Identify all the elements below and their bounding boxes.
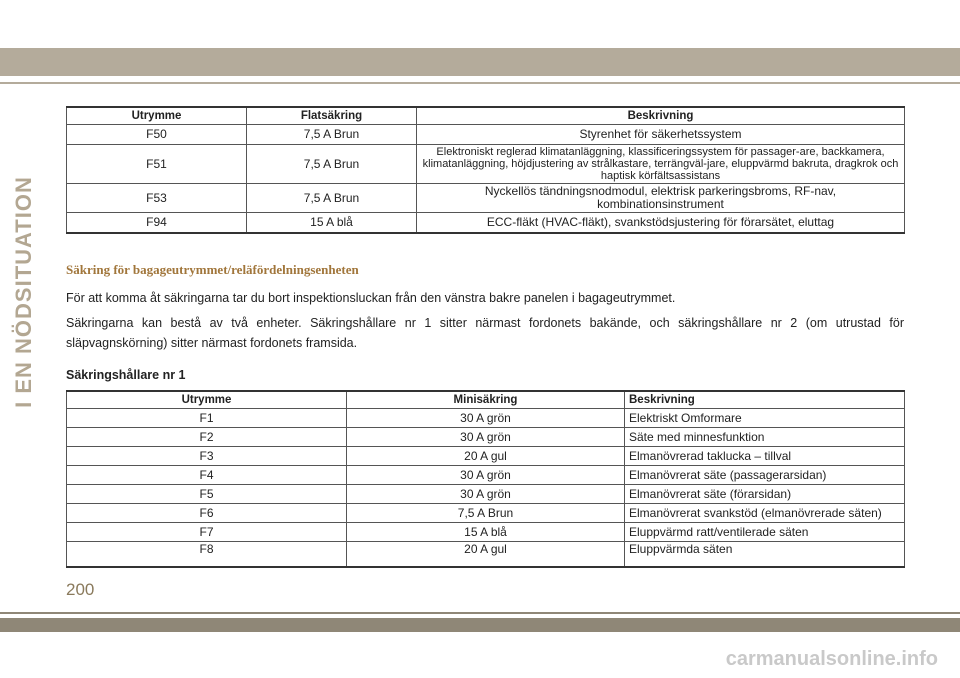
cavity-cell: F2 — [67, 428, 347, 447]
header-band — [0, 48, 960, 76]
table-row — [67, 504, 905, 523]
fuse-cell: 7,5 A Brun — [247, 125, 417, 145]
fuse-cell: 7,5 A Brun — [347, 504, 625, 523]
fuse-table-1 — [66, 106, 905, 234]
fuse-cell: 7,5 A Brun — [247, 184, 417, 213]
description-cell: Eluppvärmd ratt/ventilerade säten — [625, 523, 905, 542]
description-cell: Elmanövrerat säte (passagerarsidan) — [625, 466, 905, 485]
cavity-cell: F3 — [67, 447, 347, 466]
description-cell: Elmanövrerat säte (förarsidan) — [625, 485, 905, 504]
cavity-cell: F94 — [67, 213, 247, 234]
fuse-cell: 30 A grön — [347, 485, 625, 504]
cavity-cell: F4 — [67, 466, 347, 485]
cavity-cell: F7 — [67, 523, 347, 542]
fuse-cell: 15 A blå — [347, 523, 625, 542]
table-row — [67, 447, 905, 466]
cavity-cell: F53 — [67, 184, 247, 213]
chapter-side-label-text: I EN NÖDSITUATION — [11, 176, 36, 408]
paragraph-units: Säkringarna kan bestå av två enheter. Säkringshållare nr 1 sitter närmast fordonets bakände, och säkringshållare nr 2 (om utrustad för släpvagnskörning) sitter närmast fordonets framsida. — [66, 316, 904, 350]
table-header-row — [67, 107, 905, 125]
footer-band — [0, 618, 960, 632]
fuse-cell: 30 A grön — [347, 428, 625, 447]
watermark: carmanualsonline.info — [725, 648, 938, 670]
table-row — [67, 523, 905, 542]
column-header: Beskrivning — [625, 391, 905, 409]
description-cell: Nyckellös tändningsnodmodul, elektrisk parkeringsbroms, RF-nav, kombinationsinstrument — [417, 184, 905, 213]
description-cell: Elektroniskt reglerad klimatanläggning, klassificeringssystem för passager-are, backkamera, klimatanläggning, höjdjustering av strålkastare, terrängväl-jare, eluppvärmd bakruta, dragkrok och haptisk körfältsassistans — [417, 145, 905, 184]
header-rule — [0, 82, 960, 84]
table-row — [67, 466, 905, 485]
table-row — [67, 184, 905, 213]
footer-rule — [0, 612, 960, 614]
table-row — [67, 125, 905, 145]
fuse-cell: 30 A grön — [347, 409, 625, 428]
fuse-cell: 20 A gul — [347, 447, 625, 466]
cavity-cell: F5 — [67, 485, 347, 504]
table-row — [67, 542, 905, 568]
table-row — [67, 485, 905, 504]
table-row — [67, 145, 905, 184]
fuse-cell: 30 A grön — [347, 466, 625, 485]
description-cell: Säte med minnesfunktion — [625, 428, 905, 447]
cavity-cell: F8 — [67, 542, 347, 568]
description-cell: Elmanövrerad taklucka – tillval — [625, 447, 905, 466]
column-header: Utrymme — [67, 391, 347, 409]
fuse-cell: 15 A blå — [247, 213, 417, 234]
table-row — [67, 428, 905, 447]
cavity-cell: F51 — [67, 145, 247, 184]
description-cell: Eluppvärmda säten — [625, 542, 905, 568]
fuse-cell: 7,5 A Brun — [247, 145, 417, 184]
fuse-cell: 20 A gul — [347, 542, 625, 568]
table-row — [67, 409, 905, 428]
section-title: Säkring för bagageutrymmet/reläfördelningsenheten — [66, 262, 359, 277]
cavity-cell: F6 — [67, 504, 347, 523]
description-cell: Styrenhet för säkerhetssystem — [417, 125, 905, 145]
description-cell: Elmanövrerat svankstöd (elmanövrerade säten) — [625, 504, 905, 523]
description-cell: ECC-fläkt (HVAC-fläkt), svankstödsjustering för förarsätet, eluttag — [417, 213, 905, 234]
paragraph-access: För att komma åt säkringarna tar du bort inspektionsluckan från den vänstra bakre panelen i bagageutrymmet. — [66, 291, 676, 305]
table-row — [67, 213, 905, 234]
fuse-holder-heading: Säkringshållare nr 1 — [66, 368, 186, 382]
cavity-cell: F50 — [67, 125, 247, 145]
description-cell: Elektriskt Omformare — [625, 409, 905, 428]
column-header: Minisäkring — [347, 391, 625, 409]
cavity-cell: F1 — [67, 409, 347, 428]
column-header: Flatsäkring — [247, 107, 417, 125]
fuse-table-2 — [66, 390, 905, 568]
table-header-row — [67, 391, 905, 409]
page-number: 200 — [66, 580, 95, 599]
column-header: Beskrivning — [417, 107, 905, 125]
column-header: Utrymme — [67, 107, 247, 125]
